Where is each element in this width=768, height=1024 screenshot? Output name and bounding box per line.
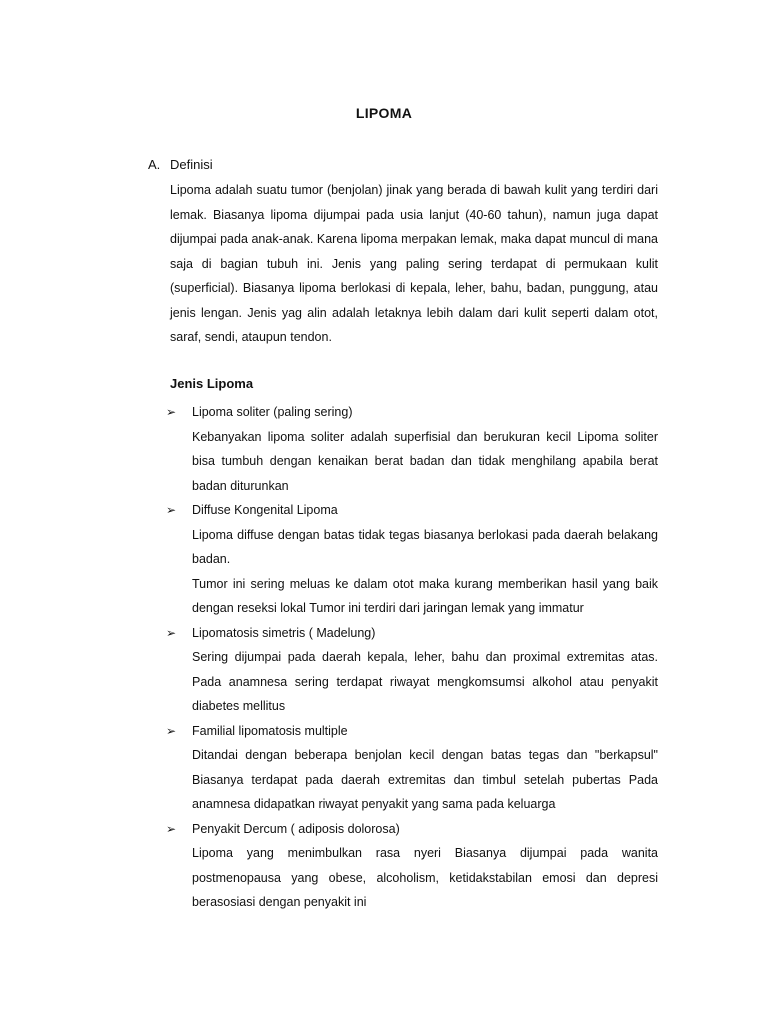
list-item [166,817,658,915]
list-item-text: Sering dijumpai pada daerah kepala, leher, bahu dan proximal extremitas atas. Pada anamnesa sering terdapat riwayat mengkomsumsi alkohol atau penyakit diabetes mellitus [192,650,658,713]
section-a-heading [148,157,213,172]
list-item-body [166,523,658,621]
list-item-title: Penyakit Dercum ( adiposis dolorosa) [192,821,400,836]
list-item-text: Ditandai dengan beberapa benjolan kecil dengan batas tegas dan "berkapsul" Biasanya terdapat pada daerah extremitas dan timbul setelah pubertas Pada anamnesa didapatkan riwayat penyakit yang sama pada keluarga [192,748,658,811]
arrow-bullet-icon: ➢ [166,503,177,517]
list-item-title: Familial lipomatosis multiple [192,723,348,738]
list-item-body [166,841,658,915]
list-item-head [166,621,658,646]
list-item-text-continued: Tumor ini sering meluas ke dalam otot maka kurang memberikan hasil yang baik dengan reseksi lokal Tumor ini terdiri dari jaringan lemak yang immatur [192,576,658,615]
section-a-title: Definisi [170,157,213,172]
list-item-body [166,645,658,719]
list-item-title: Diffuse Kongenital Lipoma [192,503,338,517]
list-item-body [166,743,658,817]
definition-paragraph [170,178,658,350]
arrow-bullet-icon: ➢ [166,821,177,836]
arrow-bullet-icon: ➢ [166,405,177,419]
section-a-letter: A. [148,157,161,172]
list-item-text: Lipoma yang menimbulkan rasa nyeri Biasanya dijumpai pada wanita postmenopausa yang obese, alcoholism, ketidakstabilan emosi dan depresi berasosiasi dengan penyakit ini [192,846,658,909]
document-title: LIPOMA [355,105,413,121]
definition-text: Lipoma adalah suatu tumor (benjolan) jinak yang berada di bawah kulit yang terdiri dari lemak. Biasanya lipoma dijumpai pada usia lanjut (40-60 tahun), namun juga dapat dijumpai pada anak-anak. Karena lipoma merpakan lemak, maka dapat muncul di mana saja di bagian tubuh ini. Jenis yang paling sering terdapat di permukaan kulit (superficial). Biasanya lipoma berlokasi di kepala, leher, bahu, badan, punggung, atau jenis lengan. Jenis yag alin adalah letaknya lebih dalam dari kulit seperti dalam otot, saraf, sendi, ataupun tendon. [170,183,658,344]
list-item-title: Lipomatosis simetris ( Madelung) [192,625,376,640]
list-item-title: Lipoma soliter (paling sering) [192,405,353,419]
list-item [166,400,658,498]
list-item-head [166,817,658,842]
list-item-text: Lipoma diffuse dengan batas tidak tegas biasanya berlokasi pada daerah belakang badan. [192,527,658,566]
list-item [166,621,658,719]
list-item [166,719,658,817]
list-item-head [166,400,658,425]
jenis-lipoma-list [166,400,658,915]
jenis-lipoma-heading: Jenis Lipoma [170,376,254,391]
arrow-bullet-icon: ➢ [166,625,177,640]
list-item-head [166,719,658,744]
list-item-text: Kebanyakan lipoma soliter adalah superfisial dan berukuran kecil Lipoma soliter bisa tumbuh dengan kenaikan berat badan dan tidak menghilang apabila berat badan diturunkan [192,429,658,493]
list-item [166,498,658,621]
list-item-body [166,425,658,499]
arrow-bullet-icon: ➢ [166,723,177,738]
list-item-head [166,498,658,523]
